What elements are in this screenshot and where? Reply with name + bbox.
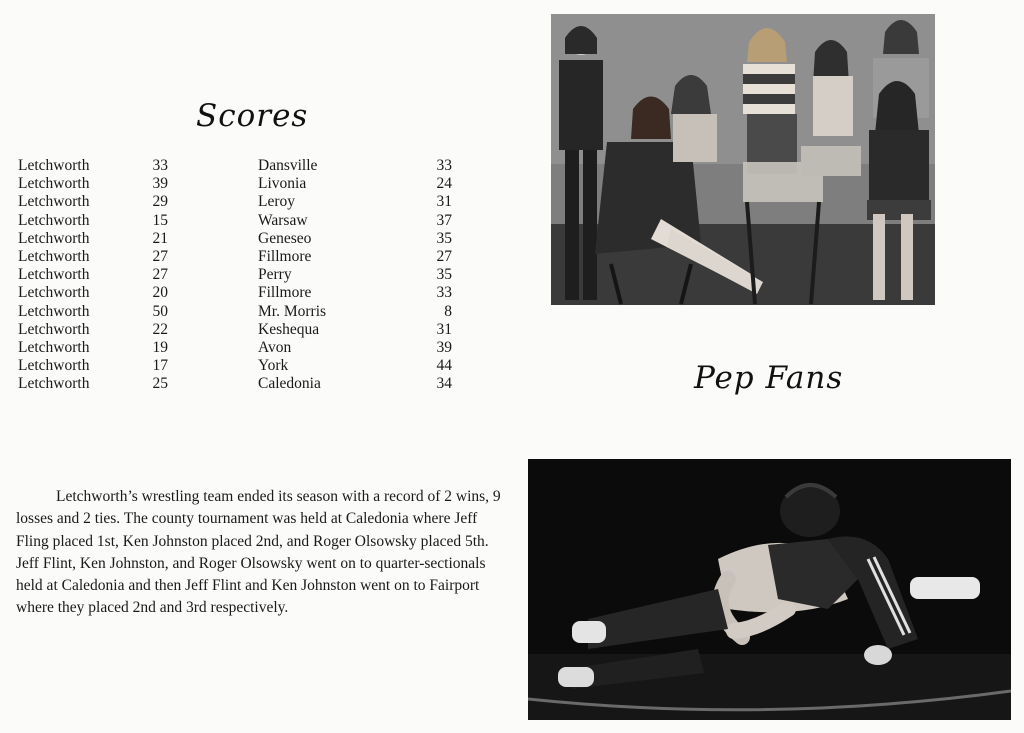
- scores-table: [18, 157, 458, 393]
- team-score: 33: [152, 157, 168, 174]
- score-row: [18, 230, 458, 248]
- opponent-name: Livonia: [258, 175, 307, 193]
- opponent-score: 31: [436, 193, 452, 211]
- team-score: 50: [152, 302, 168, 320]
- team-score: 20: [152, 284, 168, 302]
- team-score: 15: [152, 211, 168, 229]
- pep-fans-heading: Pep Fans: [694, 360, 844, 396]
- opponent-name: Fillmore: [258, 247, 312, 265]
- opponent-name: Perry: [258, 266, 292, 284]
- team-name: Letchworth: [18, 284, 90, 302]
- team-name: Letchworth: [18, 338, 90, 356]
- team-score: 39: [152, 175, 168, 193]
- score-row: [18, 212, 458, 230]
- team-name: Letchworth: [18, 375, 90, 393]
- opponent-score: 44: [436, 357, 452, 375]
- opponent-name: Avon: [258, 338, 292, 356]
- score-row: [18, 321, 458, 339]
- score-row: [18, 175, 458, 193]
- opponent-score: 39: [436, 338, 452, 356]
- opponent-score: 33: [436, 157, 452, 174]
- opponent-score: 8: [444, 302, 452, 320]
- team-score: 29: [152, 193, 168, 211]
- team-score: 21: [152, 229, 168, 247]
- team-score: 19: [152, 338, 168, 356]
- opponent-name: Mr. Morris: [258, 302, 327, 320]
- score-row: [18, 266, 458, 284]
- team-name: Letchworth: [18, 175, 90, 193]
- score-row: [18, 375, 458, 393]
- score-row: [18, 303, 458, 321]
- opponent-name: Geneseo: [258, 229, 312, 247]
- team-name: Letchworth: [18, 320, 90, 338]
- opponent-score: 37: [436, 211, 452, 229]
- team-score: 17: [152, 357, 168, 375]
- opponent-score: 33: [436, 284, 452, 302]
- opponent-score: 35: [436, 266, 452, 284]
- score-row: [18, 284, 458, 302]
- wrestling-season-summary: Letchworth’s wrestling team ended its season with a record of 2 wins, 9 losses and 2 ties. The county tournament was held at Caledonia where Jeff Fling placed 1st, Ken Johnston placed 2nd, and Roger Olsowsky placed 5th. Jeff Flint, Ken Johnston, and Roger Olsowsky went on to quarter-sectionals held at Caledonia and then Jeff Flint and Ken Johnston went on to Fairport where they placed 2nd and 3rd respectively.: [16, 488, 501, 617]
- pep-fans-photo: [551, 14, 935, 305]
- score-row: [18, 339, 458, 357]
- team-name: Letchworth: [18, 157, 90, 174]
- opponent-score: 24: [436, 175, 452, 193]
- score-row: [18, 357, 458, 375]
- opponent-name: Dansville: [258, 157, 318, 174]
- score-row: [18, 157, 458, 175]
- opponent-score: 34: [436, 375, 452, 393]
- team-name: Letchworth: [18, 357, 90, 375]
- score-row: [18, 193, 458, 211]
- opponent-name: York: [258, 357, 289, 375]
- team-score: 27: [152, 247, 168, 265]
- team-name: Letchworth: [18, 302, 90, 320]
- opponent-score: 35: [436, 229, 452, 247]
- opponent-name: Leroy: [258, 193, 296, 211]
- team-score: 25: [152, 375, 168, 393]
- team-score: 22: [152, 320, 168, 338]
- wrestling-match-photo: [528, 459, 1011, 720]
- opponent-name: Fillmore: [258, 284, 312, 302]
- score-row: [18, 248, 458, 266]
- wrestling-match-illustration: [528, 459, 1011, 720]
- team-name: Letchworth: [18, 229, 90, 247]
- team-name: Letchworth: [18, 211, 90, 229]
- opponent-name: Caledonia: [258, 375, 321, 393]
- team-name: Letchworth: [18, 247, 90, 265]
- opponent-name: Keshequa: [258, 320, 320, 338]
- opponent-score: 27: [436, 247, 452, 265]
- pep-fans-photo-illustration: [551, 14, 935, 305]
- team-name: Letchworth: [18, 193, 90, 211]
- opponent-name: Warsaw: [258, 211, 308, 229]
- team-name: Letchworth: [18, 266, 90, 284]
- scores-heading: Scores: [196, 98, 309, 134]
- team-score: 27: [152, 266, 168, 284]
- opponent-score: 31: [436, 320, 452, 338]
